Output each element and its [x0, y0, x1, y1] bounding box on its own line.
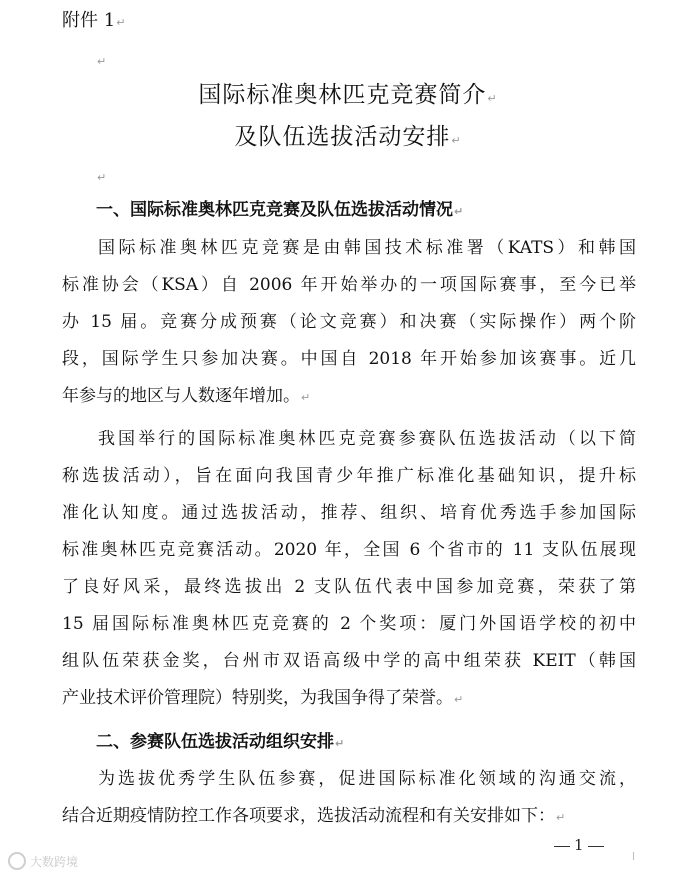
text-line: 15 届国际标准奥林匹克竞赛的 2 个奖项：厦门外国语学校的初中: [62, 614, 636, 634]
text-line: 称选拔活动），旨在面向我国青少年推广标准化基础知识，提升标: [62, 466, 636, 486]
paragraph-mark-icon: ↵: [454, 693, 464, 706]
section-heading-1: 一、国际标准奥林匹克竞赛及队伍选拔活动情况↵: [96, 200, 464, 220]
title-line-2: 及队伍选拔活动安排↵: [234, 124, 462, 150]
text-line: 段，国际学生只参加决赛。中国自 2018 年开始参加该赛事。近几: [62, 349, 636, 369]
body-paragraph: [62, 761, 636, 835]
text-line: 标准奥林匹克竞赛活动。2020 年，全国 6 个省市的 11 支队伍展现: [62, 540, 636, 560]
empty-paragraph: [96, 166, 106, 185]
paragraph-mark-icon: ↵: [301, 391, 311, 404]
body-paragraph: [62, 421, 636, 717]
text-line: 准化认知度。通过选拔活动，推荐、组织、培育优秀选手参加国际: [62, 503, 636, 523]
body-paragraph: [62, 230, 636, 415]
text-line: 结合近期疫情防控工作各项要求，选拔活动流程和有关安排如下：↵: [62, 806, 566, 826]
watermark: 大数跨境: [8, 852, 78, 870]
paragraph-mark-icon: ↵: [451, 134, 462, 147]
paragraph-mark-icon: ↵: [335, 737, 345, 750]
text-line: 产业技术评价管理院）特别奖，为我国争得了荣誉。↵: [62, 688, 464, 708]
section-heading-2: 二、参赛队伍选拔活动组织安排↵: [96, 732, 345, 752]
paragraph-mark-icon: ↵: [97, 55, 107, 68]
page-number: 1: [550, 836, 608, 854]
dash-icon: [554, 846, 570, 847]
paragraph-mark-icon: ↵: [487, 92, 498, 105]
attachment-label: 附件 1↵: [62, 10, 126, 31]
margin-corner-mark: [633, 852, 634, 860]
paragraph-mark-icon: ↵: [97, 171, 107, 184]
paragraph-mark-icon: ↵: [556, 811, 566, 824]
text-line: 组队伍荣获金奖，台州市双语高级中学的高中组荣获 KEIT（韩国: [62, 651, 636, 671]
document-title: [0, 76, 696, 160]
text-line: 标准协会（KSA）自 2006 年开始举办的一项国际赛事，至今已举: [62, 275, 636, 295]
text-line: 了良好风采，最终选拔出 2 支队伍代表中国参加竞赛，荣获了第: [62, 577, 636, 597]
dash-icon: [588, 846, 604, 847]
text-line: 办 15 届。竞赛分成预赛（论文竞赛）和决赛（实际操作）两个阶: [62, 312, 636, 332]
text-line: 我国举行的国际标准奥林匹克竞赛参赛队伍选拔活动（以下简: [98, 429, 636, 449]
title-line-1: 国际标准奥林匹克竞赛简介↵: [198, 82, 498, 108]
paragraph-mark-icon: ↵: [454, 205, 464, 218]
empty-paragraph: [96, 50, 106, 69]
text-line: 国际标准奥林匹克竞赛是由韩国技术标准署（KATS）和韩国: [98, 238, 636, 258]
text-line: 为选拔优秀学生队伍参赛，促进国际标准化领域的沟通交流，: [98, 769, 636, 789]
text-line: 年参与的地区与人数逐年增加。↵: [62, 386, 311, 406]
watermark-logo-icon: [8, 852, 26, 870]
paragraph-mark-icon: ↵: [116, 16, 126, 29]
